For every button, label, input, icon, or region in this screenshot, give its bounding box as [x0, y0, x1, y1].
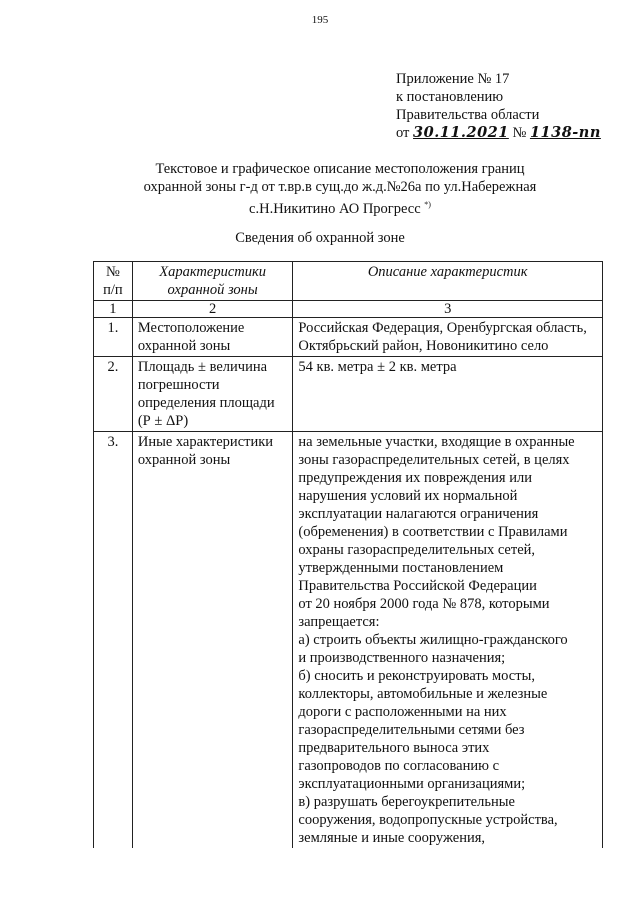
- description-line: предупреждения их повреждения или: [298, 470, 532, 486]
- description-line: на земельные участки, входящие в охранные: [298, 434, 575, 450]
- table-row: [94, 357, 603, 432]
- zone-info-table: [93, 261, 603, 848]
- appendix-reference: к постановлению: [396, 89, 504, 105]
- description-line: дороги с расположенными на них: [298, 704, 507, 720]
- footnote-mark: *): [424, 200, 431, 209]
- title-line-2: охранной зоны г-д от т.вр.в сущ.до ж.д.№26а по ул.Набережная: [143, 179, 537, 195]
- description-line: земляные и иные сооружения,: [298, 830, 486, 846]
- description-line: газопроводов по согласованию с: [298, 758, 500, 774]
- description-line: б) сносить и реконструировать мосты,: [298, 668, 535, 684]
- description-line: охраны газораспределительных сетей,: [298, 542, 536, 558]
- title-line-1: Текстовое и графическое описание местоположения границ: [155, 161, 525, 177]
- description-line: в) разрушать берегоукрепительные: [298, 794, 515, 810]
- header-characteristic: Характеристики охранной зоны: [132, 262, 293, 301]
- row-characteristic: Местоположение охранной зоны: [132, 318, 293, 357]
- description-line: и производственного назначения;: [298, 650, 506, 666]
- handwritten-number: 1138-пп: [529, 124, 601, 141]
- row-description: 54 кв. метра ± 2 кв. метра: [293, 357, 603, 432]
- table-row: [94, 318, 603, 357]
- description-line: предварительного выноса этих: [298, 740, 490, 756]
- description-line: а) строить объекты жилищно-гражданского: [298, 632, 568, 648]
- description-line: запрещается:: [298, 614, 380, 630]
- row-characteristic: Иные характеристики охранной зоны: [132, 432, 293, 849]
- section-heading: Сведения об охранной зоне: [235, 230, 405, 246]
- column-number: 1: [94, 301, 133, 318]
- handwritten-date: 30.11.2021: [413, 124, 509, 141]
- row-num: 2.: [94, 357, 133, 432]
- column-number-row: [94, 301, 603, 318]
- title-line-3: [120, 196, 560, 218]
- document-title: [120, 160, 560, 218]
- description-line: эксплуатации налагаются ограничения: [298, 506, 539, 522]
- description-line: Правительства Российской Федерации: [298, 578, 537, 594]
- description-line: (обременения) в соответствии с Правилами: [298, 524, 568, 540]
- description-line: эксплуатационными организациями;: [298, 776, 526, 792]
- description-line: коллекторы, автомобильные и железные: [298, 686, 548, 702]
- description-line: от 20 ноября 2000 года № 878, которыми: [298, 596, 550, 612]
- row-description: Российская Федерация, Оренбургская область, Октябрьский район, Новоникитино село: [293, 318, 603, 357]
- appendix-authority: Правительства области: [396, 107, 540, 123]
- column-number: 2: [132, 301, 293, 318]
- row-characteristic: Площадь ± величина погрешности определения площади (Р ± ΔР): [132, 357, 293, 432]
- row-num: 1.: [94, 318, 133, 357]
- table-row: [94, 432, 603, 849]
- appendix-block: [396, 70, 601, 142]
- number-prefix: №: [512, 125, 527, 141]
- row-num: 3.: [94, 432, 133, 849]
- appendix-title: Приложение № 17: [396, 71, 510, 87]
- description-line: зоны газораспределительных сетей, в целях: [298, 452, 570, 468]
- header-description: Описание характеристик: [293, 262, 603, 301]
- page-number: 195: [311, 14, 329, 26]
- date-prefix: от: [396, 125, 410, 141]
- appendix-date-line: [396, 124, 601, 142]
- description-line: нарушения условий их нормальной: [298, 488, 518, 504]
- title-line-3-text: с.Н.Никитино АО Прогресс: [249, 200, 421, 217]
- table-header-row: [94, 262, 603, 301]
- row-description: [293, 432, 603, 849]
- description-line: газораспределительными сетями без: [298, 722, 525, 738]
- column-number: 3: [293, 301, 603, 318]
- description-line: утвержденными постановлением: [298, 560, 504, 576]
- description-line: сооружения, водопропускные устройства,: [298, 812, 558, 828]
- header-num: № п/п: [94, 262, 133, 301]
